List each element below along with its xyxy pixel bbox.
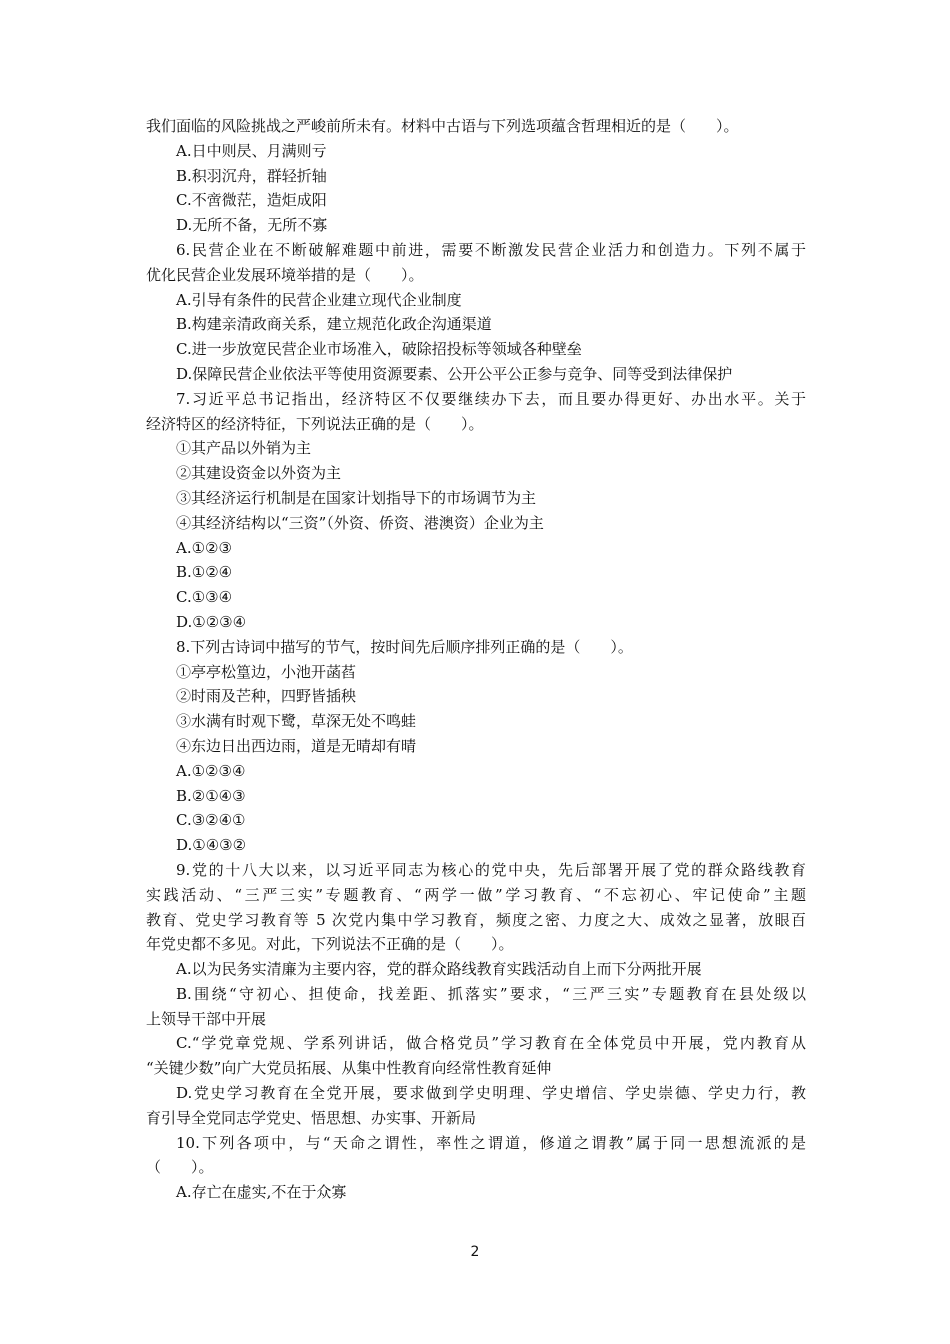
text-line: B.①②④: [176, 563, 233, 582]
text-line: D.党史学习教育在全党开展，要求做到学史明理、学史增信、学史崇德、学史力行，教: [176, 1084, 806, 1103]
text-line: “关键少数”向广大党员拓展、从集中性教育向经常性教育延伸: [146, 1059, 552, 1078]
text-line: D.①②③④: [176, 612, 247, 631]
text-line: 8.下列古诗词中描写的节气，按时间先后顺序排列正确的是（ ）。: [176, 637, 633, 656]
text-line: A.①②③: [176, 538, 232, 557]
text-line: A.日中则昃、月满则亏: [176, 141, 327, 160]
text-line: ①其产品以外销为主: [176, 439, 312, 458]
text-line: C.不啻微茫，造炬成阳: [176, 191, 327, 210]
text-line: A.以为民务实清廉为主要内容，党的群众路线教育实践活动自上而下分两批开展: [176, 960, 702, 979]
text-line: A.引导有条件的民营企业建立现代企业制度: [176, 290, 462, 309]
text-line: ①亭亭松篁边，小池开菡萏: [176, 662, 357, 681]
text-line: 教育、党史学习教育等 5 次党内集中学习教育，频度之密、力度之大、成效之显著，放眼百: [146, 910, 806, 929]
text-line: ④东边日出西边雨，道是无晴却有晴: [176, 736, 417, 755]
text-line: 优化民营企业发展环境举措的是（ ）。: [146, 265, 424, 284]
text-line: ②其建设资金以外资为主: [176, 464, 342, 483]
text-line: B.②①④③: [176, 786, 246, 805]
page-number: 2: [470, 1244, 480, 1260]
text-line: 实践活动、“三严三实”专题教育、“两学一做”学习教育、“不忘初心、牢记使命”主题: [146, 885, 806, 904]
document-body: [146, 114, 806, 1205]
text-line: B.围绕“守初心、担使命，找差距、抓落实”要求，“三严三实”专题教育在县处级以: [176, 984, 806, 1003]
text-line: D.无所不备，无所不寡: [176, 216, 328, 235]
text-line: B.积羽沉舟，群轻折轴: [176, 166, 327, 185]
text-line: B.构建亲清政商关系，建立规范化政企沟通渠道: [176, 315, 492, 334]
text-line: 6.民营企业在不断破解难题中前进，需要不断激发民营企业活力和创造力。下列不属于: [176, 240, 806, 259]
text-line: 9.党的十八大以来，以习近平同志为核心的党中央，先后部署开展了党的群众路线教育: [176, 860, 806, 879]
text-line: C.“学党章党规、学系列讲话，做合格党员”学习教育在全体党员中开展，党内教育从: [176, 1034, 806, 1053]
text-line: 上领导干部中开展: [146, 1009, 267, 1028]
text-line: 10.下列各项中，与“天命之谓性，率性之谓道，修道之谓教”属于同一思想流派的是: [176, 1133, 806, 1152]
text-line: 经济特区的经济特征，下列说法正确的是（ ）。: [146, 414, 484, 433]
text-line: ④其经济结构以“三资”（外资、侨资、港澳资）企业为主: [176, 513, 544, 532]
text-line: （ ）。: [146, 1158, 214, 1177]
text-line: A.存亡在虚实,不在于众寡: [176, 1183, 347, 1202]
text-line: D.①④③②: [176, 836, 247, 855]
text-line: C.进一步放宽民营企业市场准入，破除招投标等领域各种壁垒: [176, 340, 582, 359]
text-line: 我们面临的风险挑战之严峻前所未有。材料中古语与下列选项蕴含哲理相近的是（ ）。: [146, 117, 739, 135]
text-line: 育引导全党同志学党史、悟思想、办实事、开新局: [146, 1108, 477, 1127]
text-line: 年党史都不多见。对此，下列说法不正确的是（ ）。: [146, 935, 514, 954]
text-line: ③其经济运行机制是在国家计划指导下的市场调节为主: [176, 488, 537, 507]
text-line: 7.习近平总书记指出，经济特区不仅要继续办下去，而且要办得更好、办出水平。关于: [176, 389, 806, 408]
text-line: D.保障民营企业依法平等使用资源要素、公开公平公正参与竞争、同等受到法律保护: [176, 364, 733, 383]
text-line: ②时雨及芒种，四野皆插秧: [176, 687, 357, 706]
text-line: A.①②③④: [176, 761, 246, 780]
text-line: ③水满有时观下鹭，草深无处不鸣蛙: [176, 712, 417, 731]
text-line: C.③②④①: [176, 811, 246, 830]
text-line: C.①③④: [176, 588, 233, 607]
